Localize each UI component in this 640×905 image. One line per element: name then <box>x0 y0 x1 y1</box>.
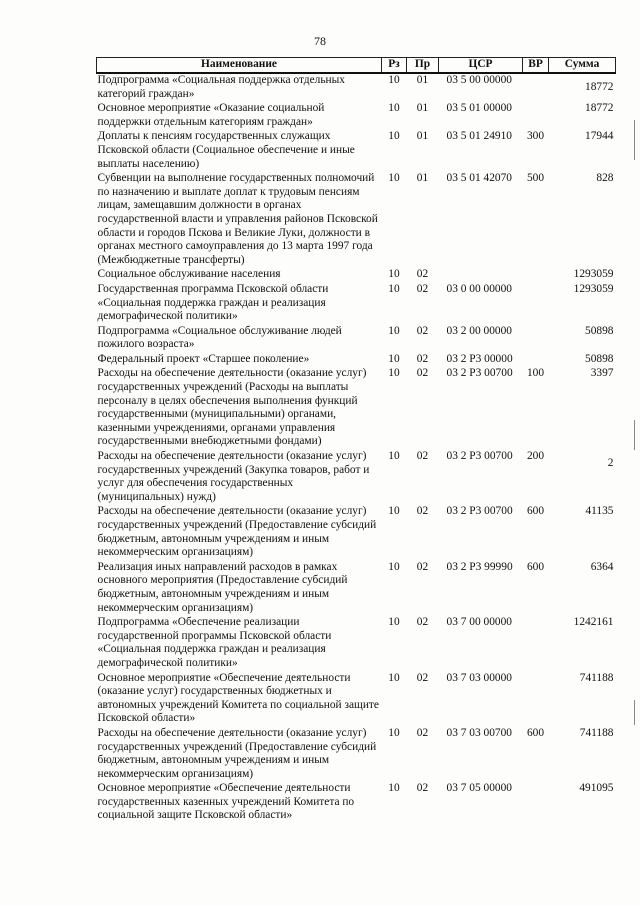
cell-sum: 741188 <box>579 671 614 684</box>
cell-sum: 18772 <box>585 81 614 93</box>
cell-csr: 03 5 01 24910 <box>446 130 512 143</box>
header-name: Наименование <box>97 58 382 74</box>
table-row <box>97 268 616 283</box>
cell-pr: 02 <box>416 726 429 739</box>
cell-rz: 10 <box>388 367 400 380</box>
cell-rz: 10 <box>388 782 400 795</box>
cell-pr: 02 <box>416 268 429 281</box>
cell-vr <box>523 73 549 102</box>
scan-edge-mark <box>634 700 635 725</box>
cell-sum: 41135 <box>585 505 614 518</box>
cell-csr: 03 2 00 00000 <box>446 324 512 337</box>
cell-rz: 10 <box>388 172 400 185</box>
cell-name: Основное мероприятие «Обеспечение деятельности (оказание услуг) государственных бюджетных и автономных учреждений Комитета по социальной защите Псковской области» <box>97 671 379 725</box>
cell-csr: 03 0 00 00000 <box>446 282 512 295</box>
cell-vr <box>523 102 549 130</box>
cell-sum: 2 <box>607 457 614 470</box>
cell-pr: 01 <box>416 102 429 115</box>
cell-sum: 1293059 <box>573 282 614 295</box>
cell-pr: 02 <box>416 505 429 518</box>
cell-sum: 741188 <box>579 726 614 739</box>
cell-vr <box>523 353 549 368</box>
scan-edge-mark <box>634 120 635 160</box>
table-row <box>97 172 616 268</box>
cell-rz: 10 <box>388 560 400 573</box>
table-row <box>97 130 616 172</box>
cell-rz: 10 <box>388 352 400 365</box>
table-row <box>97 782 616 824</box>
cell-vr: 600 <box>526 560 545 573</box>
cell-csr: 03 7 05 00000 <box>446 782 512 795</box>
cell-csr: 03 7 03 00700 <box>446 726 512 739</box>
cell-vr <box>523 616 549 671</box>
cell-name: Расходы на обеспечение деятельности (оказание услуг) государственных учреждений (Предоставление субсидий бюджетным, автономным учреждениям и иным некоммерческим организациям) <box>97 726 377 780</box>
cell-sum: 491095 <box>579 782 614 795</box>
cell-rz: 10 <box>388 102 400 115</box>
cell-sum: 828 <box>596 172 614 185</box>
cell-vr <box>523 672 549 727</box>
table-row <box>97 561 616 616</box>
cell-pr: 02 <box>416 782 429 795</box>
cell-name: Основное мероприятие «Обеспечение деятельности государственных казенных учреждений Комитета по социальной защите Псковской области» <box>97 782 355 822</box>
header-vr: ВР <box>523 58 549 74</box>
table-row <box>97 450 616 505</box>
table-row <box>97 616 616 671</box>
cell-pr: 01 <box>416 172 429 185</box>
cell-rz: 10 <box>388 671 400 684</box>
cell-csr: 03 2 Р3 99990 <box>446 560 513 573</box>
cell-rz: 10 <box>388 505 400 518</box>
cell-name: Субвенции на выполнение государственных полномочий по назначению и выплате доплат к трудовым пенсиям лицам, замещавшим должности в органах государственной власти и управления районов Псковской области и городов Пскова и Великие Луки, должности в органах местного самоуправления до 13 марта 1997 года (Межбюджетные трансферты) <box>97 172 378 266</box>
cell-sum: 18772 <box>585 102 614 115</box>
cell-name: Подпрограмма «Обеспечение реализации государственной программы Псковской области «Социальная поддержка граждан и реализация демографической политики» <box>97 616 332 669</box>
cell-pr: 01 <box>416 74 429 86</box>
table-row <box>97 102 616 130</box>
cell-pr: 02 <box>416 324 429 337</box>
cell-vr: 200 <box>526 450 545 463</box>
cell-pr: 02 <box>416 616 429 629</box>
cell-name: Расходы на обеспечение деятельности (оказание услуг) государственных учреждений (Предоставление субсидий бюджетным, автономным учреждениям и иным некоммерческим организациям) <box>97 505 377 559</box>
cell-csr: 03 2 Р3 00700 <box>446 505 513 518</box>
cell-vr: 100 <box>526 367 545 380</box>
cell-csr: 03 5 01 00000 <box>446 102 512 115</box>
cell-pr: 01 <box>416 130 429 143</box>
cell-sum: 6364 <box>590 560 614 573</box>
cell-sum: 50898 <box>585 324 614 337</box>
cell-rz: 10 <box>388 324 400 337</box>
table-header-row <box>97 58 616 74</box>
header-pr: Пр <box>407 58 439 74</box>
cell-name: Государственная программа Псковской области «Социальная поддержка граждан и реализация демографической политики» <box>97 282 329 323</box>
cell-pr: 02 <box>416 560 429 573</box>
cell-csr: 03 5 01 42070 <box>446 172 512 185</box>
cell-name: Доплаты к пенсиям государственных служащих Псковской области (Социальное обеспечение и иные выплаты населению) <box>97 130 355 170</box>
cell-sum: 17944 <box>585 130 614 143</box>
page-number: 78 <box>314 34 326 48</box>
cell-rz: 10 <box>388 450 400 463</box>
cell-vr <box>523 782 549 824</box>
cell-vr <box>523 283 549 325</box>
table-row <box>97 325 616 353</box>
cell-sum: 1242161 <box>573 616 614 629</box>
cell-sum: 50898 <box>585 352 614 365</box>
cell-vr: 300 <box>526 130 545 143</box>
cell-name: Подпрограмма «Социальная поддержка отдельных категорий граждан» <box>97 74 345 100</box>
cell-sum: 3397 <box>590 367 614 380</box>
cell-name: Федеральный проект «Старшее поколение» <box>97 352 310 365</box>
cell-vr: 500 <box>526 172 545 185</box>
cell-name: Социальное обслуживание населения <box>97 268 281 281</box>
cell-csr: 03 2 Р3 00000 <box>446 352 513 365</box>
cell-rz: 10 <box>388 130 400 143</box>
cell-csr: 03 2 Р3 00700 <box>446 367 513 380</box>
cell-rz: 10 <box>388 616 400 629</box>
cell-vr: 600 <box>526 726 545 739</box>
budget-table <box>96 57 616 824</box>
header-sum: Сумма <box>549 58 616 74</box>
cell-name: Подпрограмма «Социальное обслуживание людей пожилого возраста» <box>97 324 342 351</box>
table-row <box>97 283 616 325</box>
cell-pr: 02 <box>416 352 429 365</box>
table-row <box>97 727 616 782</box>
cell-pr: 02 <box>416 450 429 463</box>
table-row <box>97 73 616 102</box>
table-row <box>97 672 616 727</box>
cell-vr: 600 <box>526 505 545 518</box>
cell-vr <box>523 325 549 353</box>
cell-vr <box>523 268 549 283</box>
cell-sum: 1293059 <box>573 268 614 281</box>
header-rz: Рз <box>382 58 407 74</box>
cell-pr: 02 <box>416 671 429 684</box>
table-body <box>97 73 616 824</box>
cell-rz: 10 <box>388 268 400 281</box>
cell-pr: 02 <box>416 367 429 380</box>
scan-edge-mark <box>634 420 635 450</box>
cell-name: Расходы на обеспечение деятельности (оказание услуг) государственных учреждений (Расходы на выплаты персоналу в целях обеспечения выполнения функций государственными (муниципальными) органами, казенными учреждениями, органами управления государственными внебюджетными фондами) <box>97 367 367 448</box>
table-row <box>97 367 616 450</box>
cell-name: Реализация иных направлений расходов в рамках основного мероприятия (Предоставление субсидий бюджетным, автономным учреждениям и иным некоммерческим организациям) <box>97 560 348 614</box>
cell-csr: 03 5 00 00000 <box>446 74 512 86</box>
cell-name: Основное мероприятие «Оказание социальной поддержки отдельным категориям граждан» <box>97 102 325 128</box>
cell-csr <box>439 268 523 283</box>
cell-pr: 02 <box>416 282 429 295</box>
cell-csr: 03 7 03 00000 <box>446 671 512 684</box>
table-row <box>97 505 616 560</box>
cell-name: Расходы на обеспечение деятельности (оказание услуг) государственных учреждений (Закупка товаров, работ и услуг для обеспечения государственных (муниципальных) нужд) <box>97 450 370 503</box>
cell-csr: 03 2 Р3 00700 <box>446 450 513 463</box>
cell-rz: 10 <box>388 726 400 739</box>
cell-rz: 10 <box>388 74 400 86</box>
table-row <box>97 353 616 368</box>
header-csr: ЦСР <box>439 58 523 74</box>
cell-csr: 03 7 00 00000 <box>446 616 512 629</box>
cell-rz: 10 <box>388 282 400 295</box>
